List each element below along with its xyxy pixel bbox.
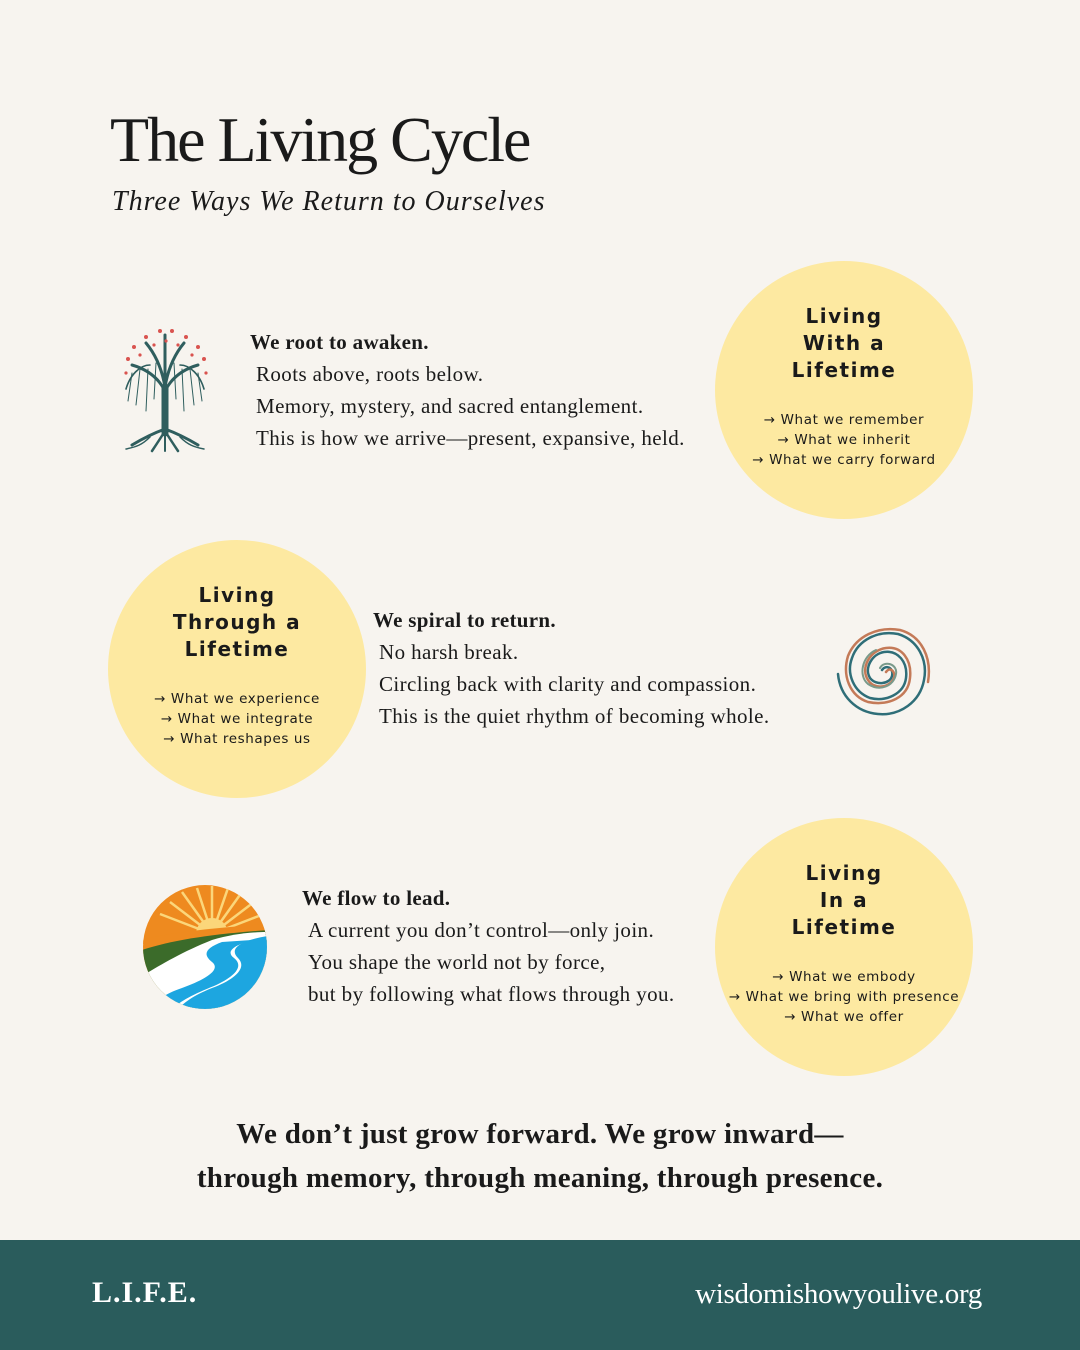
circle-items (108, 689, 366, 749)
tree-of-life-icon (120, 325, 210, 453)
circle-title: Living In a Lifetime (791, 861, 897, 939)
circle-item: → What we experience (154, 691, 320, 707)
section-root-line: Memory, mystery, and sacred entanglement. (256, 394, 644, 418)
circle-item: → What we integrate (160, 711, 314, 727)
closing-statement (0, 1112, 1080, 1200)
section-flow-line: but by following what flows through you. (308, 982, 675, 1006)
brand-logo: L.I.F.E. (92, 1276, 198, 1309)
circle-item: → What we offer (784, 1009, 904, 1025)
circle-items (715, 967, 973, 1027)
circle-item: → What we inherit (777, 432, 911, 448)
page-title: The Living Cycle (110, 104, 530, 175)
section-root-line: Roots above, roots below. (256, 362, 484, 386)
section-flow-text (302, 886, 675, 1013)
circle-item: → What we carry forward (752, 452, 936, 468)
website-link[interactable]: wisdomishowyoulive.org (695, 1278, 982, 1310)
section-root-lead: We root to awaken. (250, 330, 429, 354)
section-spiral-line: This is the quiet rhythm of becoming whole. (379, 704, 770, 728)
section-spiral-line: No harsh break. (379, 640, 519, 664)
circle-item: → What we bring with presence (728, 989, 960, 1005)
section-flow-line: A current you don’t control—only join. (308, 918, 655, 942)
section-spiral-lead: We spiral to return. (373, 608, 556, 632)
section-flow-line: You shape the world not by force, (308, 950, 606, 974)
circle-living-through (108, 540, 366, 798)
circle-living-in (715, 818, 973, 1076)
closing-line: We don’t just grow forward. We grow inward— (236, 1118, 844, 1150)
section-spiral-line: Circling back with clarity and compassion. (379, 672, 757, 696)
section-flow-lead: We flow to lead. (302, 886, 451, 910)
section-root-line: This is how we arrive—present, expansive, held. (256, 426, 685, 450)
circle-item: → What reshapes us (163, 731, 311, 747)
circle-item: → What we remember (763, 412, 925, 428)
section-spiral-text (373, 608, 769, 735)
circle-title: Living With a Lifetime (791, 304, 897, 382)
closing-line: through memory, through meaning, through presence. (196, 1162, 884, 1194)
circle-living-with (715, 261, 973, 519)
section-root-text (250, 330, 685, 457)
page-subtitle: Three Ways We Return to Ourselves (112, 186, 546, 217)
circle-item: → What we embody (772, 969, 916, 985)
river-sunrise-icon (142, 884, 268, 1010)
circle-title: Living Through a Lifetime (172, 583, 302, 661)
circle-items (715, 410, 973, 470)
footer-bar (0, 1240, 1080, 1350)
spiral-icon (830, 622, 934, 718)
